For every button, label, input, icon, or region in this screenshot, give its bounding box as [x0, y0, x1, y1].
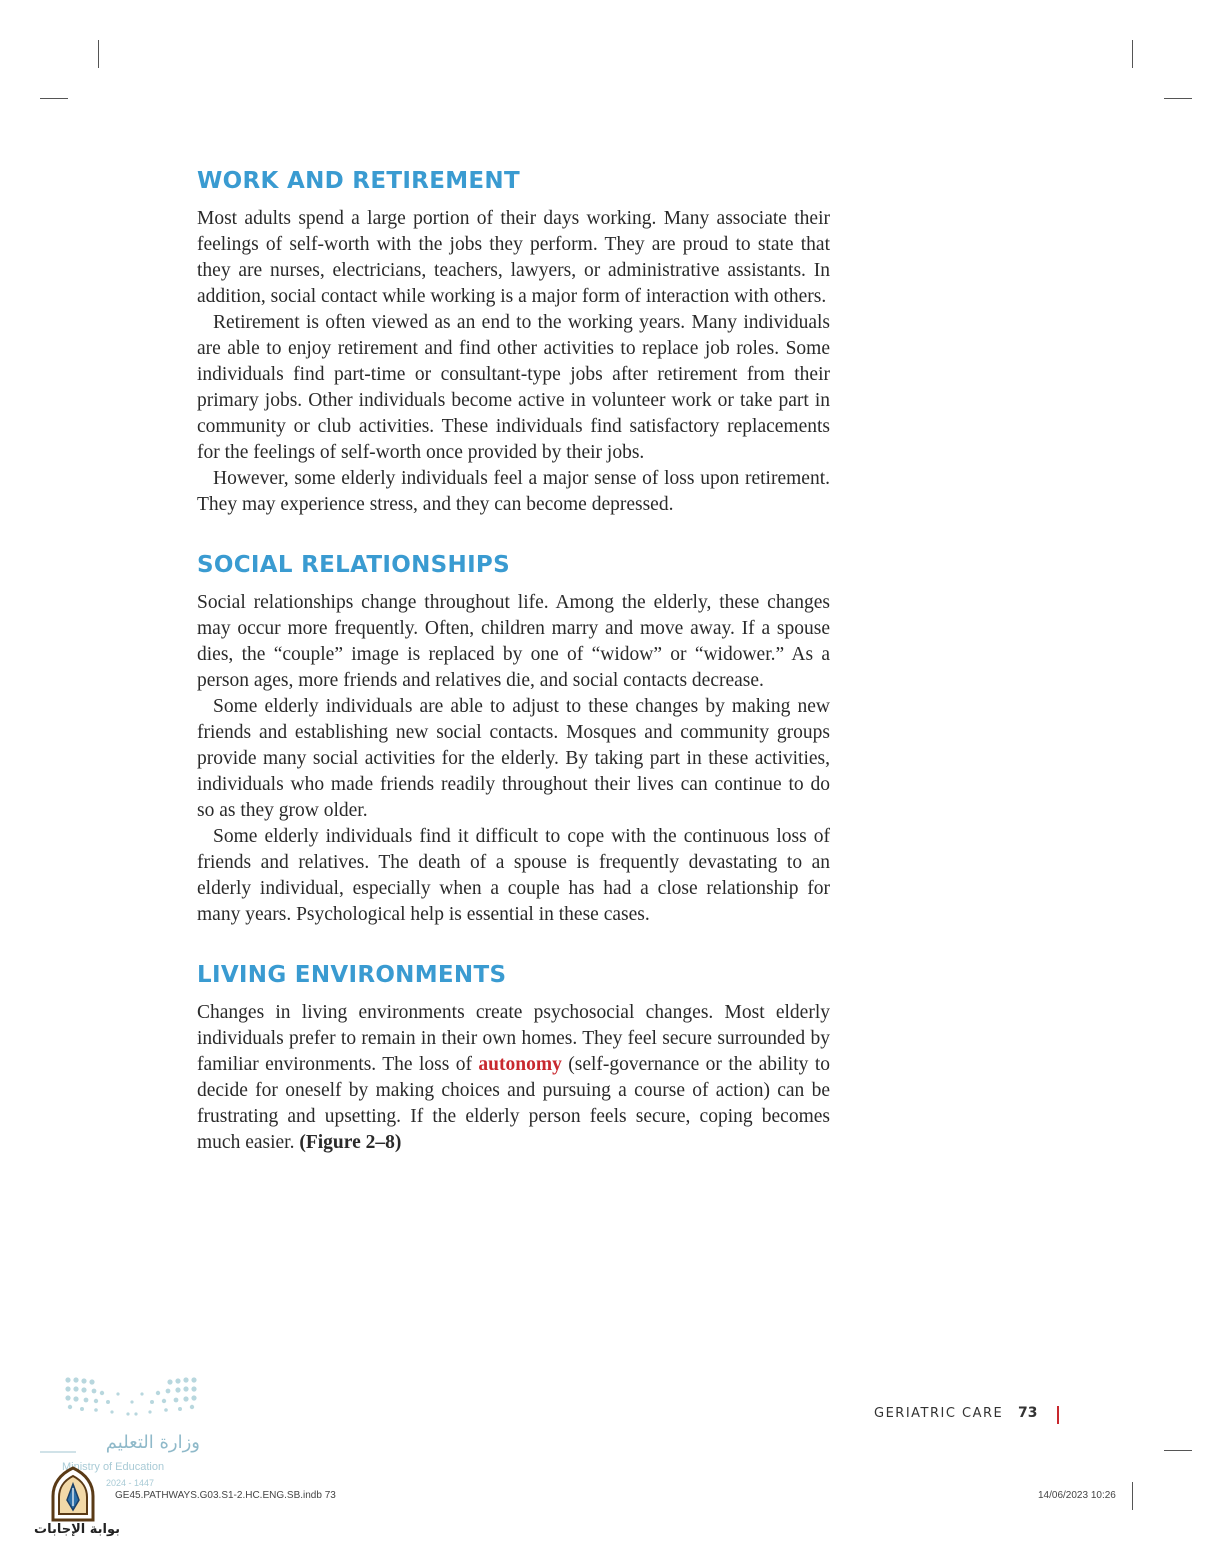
paragraph: Most adults spend a large portion of their days working. Many associate their feelings of self-worth with the jobs they perform. They are proud to state that they are nurses, electricians, teachers, lawyers, or administrative assistants. In addition, social contact while working is a major form of interaction with others.: [197, 208, 830, 307]
site-name: بوابة الإجابات: [34, 1522, 120, 1537]
page-content: [197, 168, 830, 1156]
crop-mark-top-left: [98, 40, 99, 68]
crop-mark-right-top: [1164, 98, 1192, 99]
footer-accent-bar: [1057, 1406, 1059, 1424]
print-slug-date: 14/06/2023 10:26: [1038, 1490, 1116, 1501]
crop-mark-right-bottom: [1164, 1450, 1192, 1451]
paragraph: Retirement is often viewed as an end to the working years. Many individuals are able to enjoy retirement and find other activities to replace job roles. Some individuals find part-time or consultant-type jobs after retirement from their primary jobs. Other individuals become active in volunteer work or take part in community or club activities. These individuals find satisfactory replacements for the feelings of self-worth once provided by their jobs.: [197, 312, 830, 463]
crop-mark-left-top: [40, 98, 68, 99]
key-term: autonomy: [478, 1054, 562, 1075]
crop-mark-top-right: [1132, 40, 1133, 68]
text-run: (self-governance or the ability to decide for oneself by making choices and pursuing a course of action) can be frustrating and upsetting. If the elderly person feels secure, coping becomes much easier.: [197, 1054, 830, 1153]
site-logo-icon: [48, 1466, 98, 1522]
crop-mark-bottom-right: [1132, 1482, 1133, 1510]
section-living-environments: [197, 962, 830, 1156]
paragraph: Some elderly individuals find it difficult to cope with the continuous loss of friends and relatives. The death of a spouse is frequently devastating to an elderly individual, especially when a couple has had a close relationship for many years. Psychological help is essential in these cases.: [197, 826, 830, 925]
ministry-year: 2024 - 1447: [106, 1478, 155, 1488]
running-head: GERIATRIC CARE: [874, 1406, 1004, 1421]
section-social-relationships: [197, 552, 830, 928]
page-number: 73: [1018, 1405, 1038, 1421]
paragraph: [197, 1000, 830, 1156]
paragraph: Social relationships change throughout life. Among the elderly, these changes may occur more frequently. Often, children marry and move away. If a spouse dies, the “couple” image is replaced by one of “widow” or “widower.” As a person ages, more friends and relatives die, and social contacts decrease.: [197, 592, 830, 691]
figure-reference: (Figure 2–8): [299, 1132, 402, 1153]
section-heading: SOCIAL RELATIONSHIPS: [197, 552, 510, 578]
ministry-name-arabic: وزارة التعليم: [105, 1432, 200, 1453]
section-work-retirement: [197, 168, 830, 518]
paragraph: However, some elderly individuals feel a major sense of loss upon retirement. They may experience stress, and they can become depressed.: [197, 468, 830, 515]
print-slug-file: GE45.PATHWAYS.G03.S1-2.HC.ENG.SB.indb 73: [115, 1490, 336, 1501]
text-run: Changes in living environments create psychosocial changes. Most elderly individuals prefer to remain in their own homes. They feel secure surrounded by familiar environments. The loss of: [197, 1002, 830, 1075]
section-heading: WORK AND RETIREMENT: [197, 168, 520, 194]
ministry-name-english: Ministry of Education: [62, 1461, 165, 1473]
section-heading: LIVING ENVIRONMENTS: [197, 962, 507, 988]
paragraph: Some elderly individuals are able to adjust to these changes by making new friends and establishing new social contacts. Mosques and community groups provide many social activities for the elderly. By taking part in these activities, individuals who made friends readily throughout their lives can continue to do so as they grow older.: [197, 696, 830, 821]
